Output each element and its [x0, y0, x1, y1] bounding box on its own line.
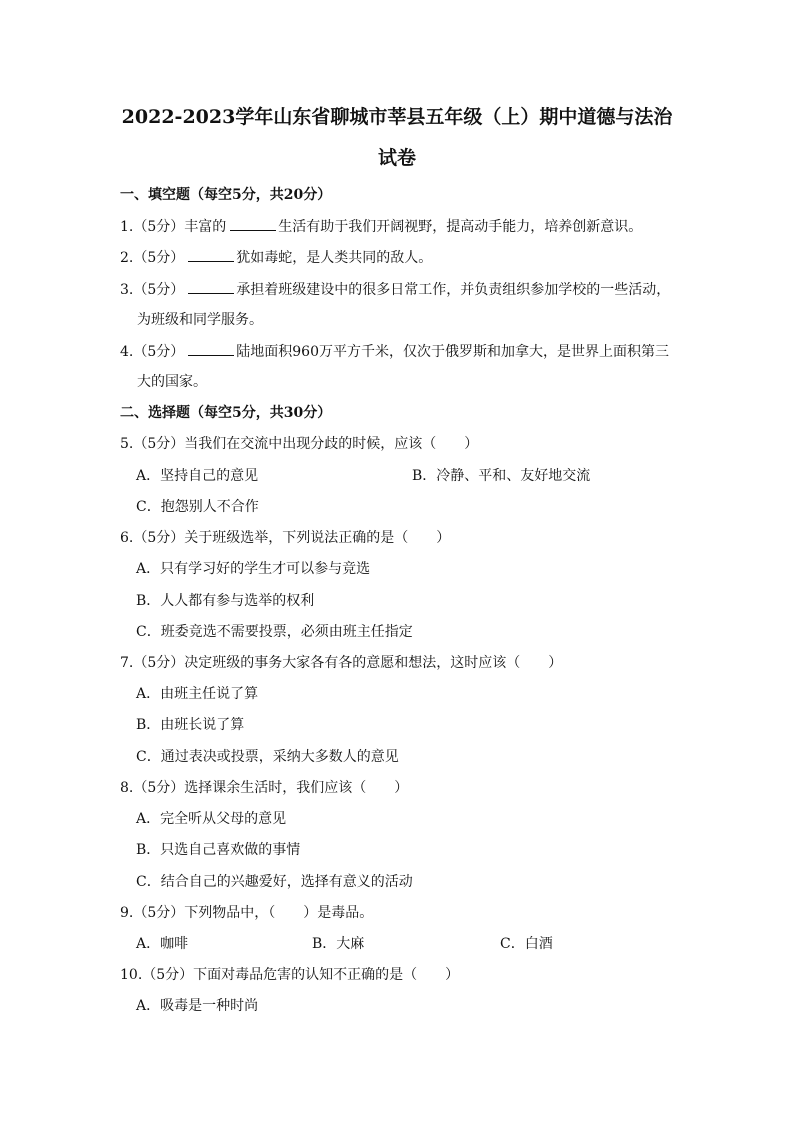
- q10-option-a: A．吸毒是一种时尚: [136, 998, 259, 1014]
- q4-prefix: 4.（5分）: [120, 344, 185, 360]
- answer-blank: [188, 280, 234, 294]
- q7-option-b: B．由班长说了算: [136, 717, 245, 733]
- q9-option-a: A．咖啡: [136, 936, 189, 952]
- section2-heading: 二、选择题（每空5分，共30分）: [120, 405, 332, 421]
- q5-option-c: C．抱怨别人不合作: [136, 499, 259, 515]
- exam-title-line1: 2022-2023学年山东省聊城市莘县五年级（上）期中道德与法治: [121, 106, 673, 128]
- q9-option-b: B．大麻: [312, 936, 365, 952]
- question-4: [120, 342, 669, 361]
- q6-option-a: A．只有学习好的学生才可以参与竞选: [136, 561, 371, 577]
- q7-option-c: C．通过表决或投票，采纳大多数人的意见: [136, 749, 399, 765]
- question-1: [120, 217, 642, 236]
- q7-option-a: A．由班主任说了算: [136, 686, 259, 702]
- q8-option-c: C．结合自己的兴趣爱好，选择有意义的活动: [136, 874, 413, 890]
- q4-suffix: 陆地面积960万平方千米，仅次于俄罗斯和加拿大，是世界上面积第三: [236, 344, 669, 360]
- q6-option-c: C．班委竞选不需要投票，必须由班主任指定: [136, 624, 413, 640]
- q1-prefix: 1.（5分）丰富的: [120, 219, 227, 235]
- question-3: [120, 280, 670, 299]
- exam-title-line2: 试卷: [377, 147, 416, 169]
- section1-heading: 一、填空题（每空5分，共20分）: [120, 187, 332, 203]
- answer-blank: [230, 217, 276, 231]
- q2-suffix: 犹如毒蛇，是人类共同的敌人。: [236, 250, 433, 266]
- question-2: [120, 248, 432, 267]
- q9-option-c: C．白酒: [500, 936, 553, 952]
- q2-prefix: 2.（5分）: [120, 250, 185, 266]
- q6-option-b: B．人人都有参与选举的权利: [136, 593, 315, 609]
- q8-option-b: B．只选自己喜欢做的事情: [136, 842, 301, 858]
- q6-stem: 6.（5分）关于班级选举，下列说法正确的是（ ）: [120, 530, 451, 546]
- q5-option-b: B．冷静、平和、友好地交流: [412, 468, 591, 484]
- answer-blank: [188, 248, 234, 262]
- q9-stem: 9.（5分）下列物品中，（ ）是毒品。: [120, 905, 374, 921]
- q10-stem: 10.（5分）下面对毒品危害的认知不正确的是（ ）: [120, 967, 460, 983]
- q3-prefix: 3.（5分）: [120, 282, 185, 298]
- q3-suffix: 承担着班级建设中的很多日常工作，并负责组织参加学校的一些活动，: [236, 282, 671, 298]
- q5-option-a: A．坚持自己的意见: [136, 468, 259, 484]
- q3-continuation: 为班级和同学服务。: [137, 312, 263, 328]
- q4-continuation: 大的国家。: [137, 374, 207, 390]
- q5-stem: 5.（5分）当我们在交流中出现分歧的时候，应该（ ）: [120, 436, 479, 452]
- q8-stem: 8.（5分）选择课余生活时，我们应该（ ）: [120, 780, 409, 796]
- q8-option-a: A．完全听从父母的意见: [136, 811, 287, 827]
- answer-blank: [188, 342, 234, 356]
- q1-suffix: 生活有助于我们开阔视野，提高动手能力，培养创新意识。: [278, 219, 643, 235]
- q7-stem: 7.（5分）决定班级的事务大家各有各的意愿和想法，这时应该（ ）: [120, 655, 563, 671]
